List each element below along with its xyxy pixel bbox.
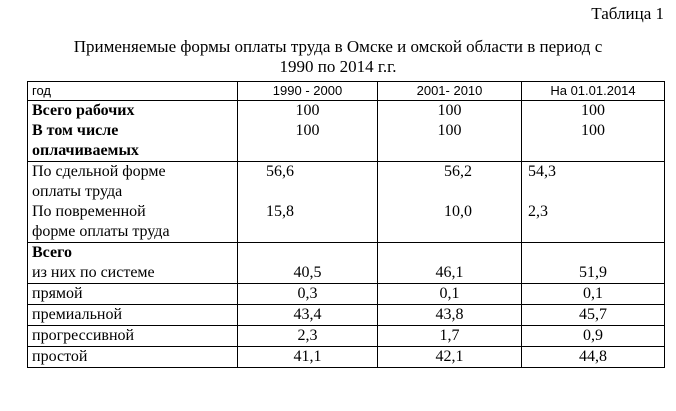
title-line-1: Применяемые формы оплаты труда в Омске и омской области в период с xyxy=(73,37,603,56)
row-label: премиальной xyxy=(28,305,238,326)
row-label: Всего рабочих xyxy=(28,101,238,122)
cell: 56,2 xyxy=(378,162,522,203)
table-number: Таблица 1 xyxy=(591,4,664,23)
title-line-2: 1990 по 2014 г.г. xyxy=(279,57,397,76)
cell: 45,7 xyxy=(522,305,665,326)
cell: 0,1 xyxy=(522,284,665,305)
table-row xyxy=(28,202,665,243)
table-row xyxy=(28,101,665,122)
cell: 100 xyxy=(238,101,378,122)
cell: 0,9 xyxy=(522,326,665,347)
table-title xyxy=(0,37,676,77)
wage-forms-table xyxy=(27,81,665,368)
cell: 2,3 xyxy=(522,202,665,243)
table-header-row xyxy=(28,82,665,101)
cell: 54,3 xyxy=(522,162,665,203)
cell: 0,1 xyxy=(378,284,522,305)
cell: 43,4 xyxy=(238,305,378,326)
cell: 42,1 xyxy=(378,347,522,368)
cell: 51,9 xyxy=(522,243,665,284)
cell: 100 xyxy=(522,101,665,122)
header-year: год xyxy=(28,82,238,101)
cell: 0,3 xyxy=(238,284,378,305)
cell: 2,3 xyxy=(238,326,378,347)
header-2014: На 01.01.2014 xyxy=(522,82,665,101)
row-label: прямой xyxy=(28,284,238,305)
row-label: По сдельной форме оплаты труда xyxy=(28,162,238,203)
row-label: По повременной форме оплаты труда xyxy=(28,202,238,243)
table-row xyxy=(28,347,665,368)
cell: 43,8 xyxy=(378,305,522,326)
cell: 100 xyxy=(238,121,378,162)
table-row xyxy=(28,243,665,284)
cell: 44,8 xyxy=(522,347,665,368)
row-label: Всего из них по системе xyxy=(28,243,238,284)
row-label: простой xyxy=(28,347,238,368)
row-label: прогрессивной xyxy=(28,326,238,347)
row-label: В том числе оплачиваемых xyxy=(28,121,238,162)
cell: 100 xyxy=(522,121,665,162)
table-row xyxy=(28,162,665,203)
table-row xyxy=(28,284,665,305)
cell: 10,0 xyxy=(378,202,522,243)
table-row xyxy=(28,121,665,162)
header-1990-2000: 1990 - 2000 xyxy=(238,82,378,101)
cell: 41,1 xyxy=(238,347,378,368)
cell: 100 xyxy=(378,101,522,122)
table-row xyxy=(28,326,665,347)
cell: 46,1 xyxy=(378,243,522,284)
table-row xyxy=(28,305,665,326)
cell: 1,7 xyxy=(378,326,522,347)
cell: 56,6 xyxy=(238,162,378,203)
cell: 100 xyxy=(378,121,522,162)
cell: 40,5 xyxy=(238,243,378,284)
header-2001-2010: 2001- 2010 xyxy=(378,82,522,101)
cell: 15,8 xyxy=(238,202,378,243)
